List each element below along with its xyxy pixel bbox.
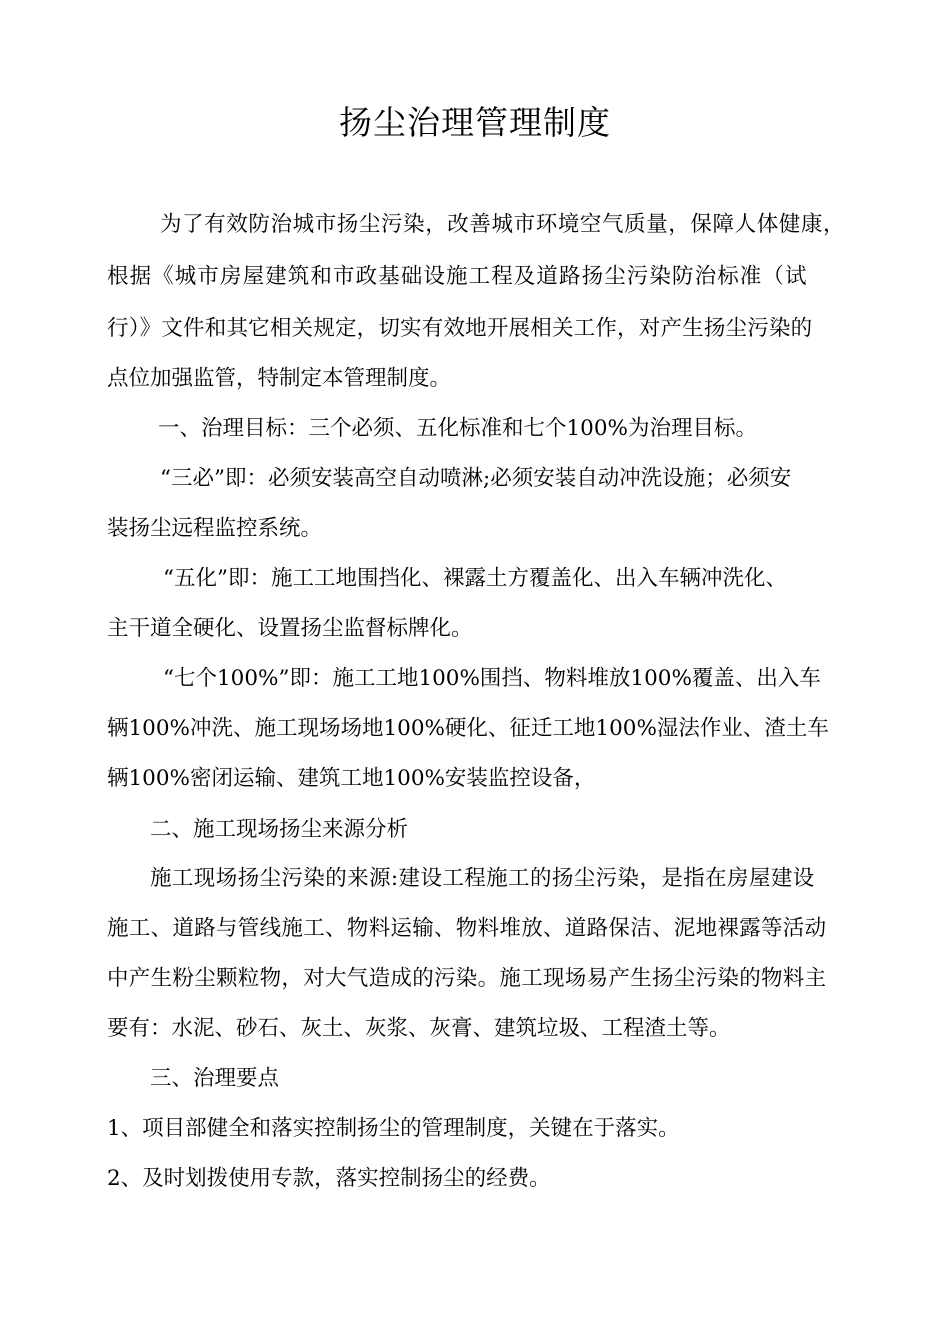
paragraph-line: 为了有效防治城市扬尘污染，改善城市环境空气质量，保障人体健康，: [160, 212, 846, 237]
paragraph-line: 施工现场扬尘污染的来源:建设工程施工的扬尘污染，是指在房屋建设: [150, 866, 815, 891]
paragraph-line: “五化”即：施工工地围挡化、裸露土方覆盖化、出入车辆冲洗化、: [163, 566, 787, 591]
document-title: 扬尘治理管理制度: [339, 103, 611, 142]
paragraph-line: 点位加强监管，特制定本管理制度。: [107, 366, 452, 391]
paragraph-line: 要有：水泥、砂石、灰土、灰浆、灰膏、建筑垃圾、工程渣土等。: [107, 1016, 731, 1041]
section-heading: 一、治理目标：三个必须、五化标准和七个100%为治理目标。: [158, 416, 757, 441]
paragraph-line: 施工、道路与管线施工、物料运输、物料堆放、道路保洁、泥地裸露等活动: [107, 916, 827, 941]
paragraph-line: “七个100%”即：施工工地100%围挡、物料堆放100%覆盖、出入车: [163, 666, 821, 691]
paragraph-line: 主干道全硬化、设置扬尘监督标牌化。: [107, 616, 473, 641]
list-item: 1、项目部健全和落实控制扬尘的管理制度，关键在于落实。: [107, 1116, 680, 1141]
paragraph-line: 辆100%冲洗、施工现场场地100%硬化、征迁工地100%湿法作业、渣土车: [107, 716, 829, 741]
list-item: 2、及时划拨使用专款，落实控制扬尘的经费。: [107, 1166, 551, 1191]
paragraph-line: 装扬尘远程监控系统。: [107, 516, 323, 541]
paragraph-line: 中产生粉尘颗粒物，对大气造成的污染。施工现场易产生扬尘污染的物料主: [107, 966, 827, 991]
section-heading: 三、治理要点: [150, 1066, 280, 1091]
paragraph-line: 行）》文件和其它相关规定，切实有效地开展相关工作，对产生扬尘污染的: [107, 316, 813, 341]
paragraph-line: 根据《城市房屋建筑和市政基础设施工程及道路扬尘污染防治标准（试: [107, 264, 808, 289]
paragraph-line: “三必”即：必须安装高空自动喷淋;必须安装自动冲洗设施；必须安: [160, 466, 792, 491]
section-heading: 二、施工现场扬尘来源分析: [150, 817, 409, 842]
paragraph-line: 辆100%密闭运输、建筑工地100%安装监控设备，: [107, 766, 596, 791]
